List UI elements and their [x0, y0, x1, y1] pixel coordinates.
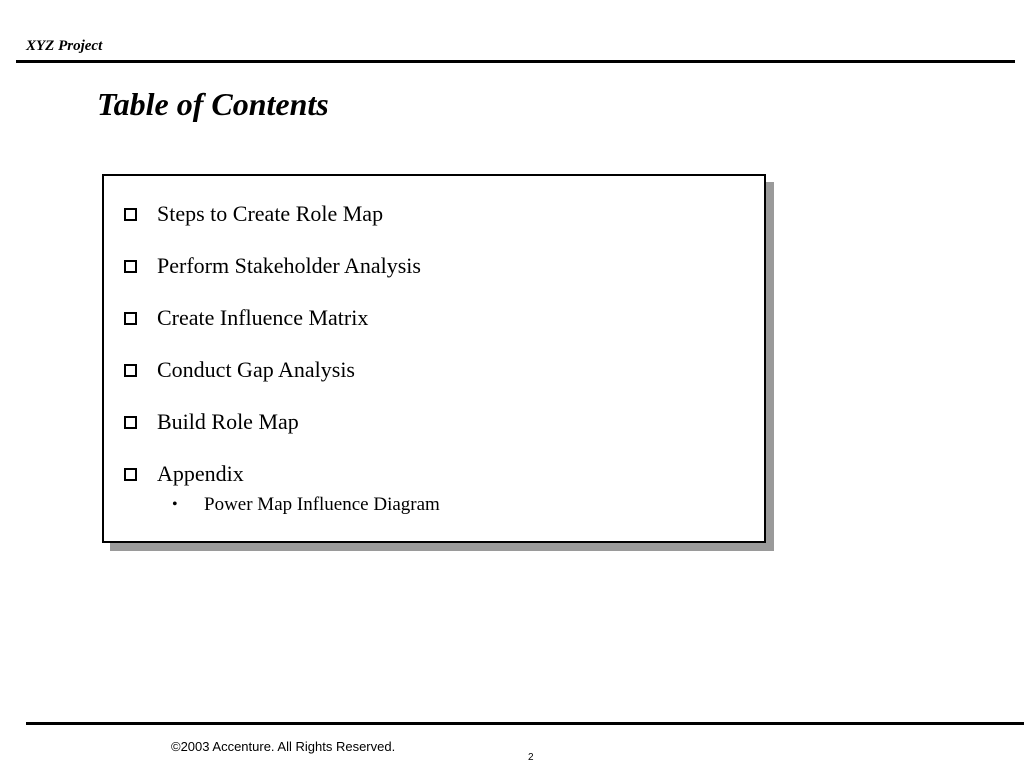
- project-label: XYZ Project: [26, 38, 103, 54]
- checkbox-square-icon: [124, 364, 137, 377]
- toc-item-label: Build Role Map: [157, 409, 299, 434]
- checkbox-square-icon: [124, 260, 137, 273]
- toc-item-label: Create Influence Matrix: [157, 305, 369, 330]
- toc-item-label: Appendix: [157, 461, 244, 486]
- toc-item-influence-matrix[interactable]: [124, 292, 421, 344]
- toc-subitem-power-map[interactable]: [172, 492, 440, 518]
- header-divider: [16, 60, 1015, 63]
- bullet-icon: •: [172, 496, 178, 513]
- toc-sublist: [172, 492, 440, 518]
- toc-subitem-label: Power Map Influence Diagram: [204, 494, 440, 515]
- footer-divider: [26, 722, 1024, 725]
- toc-box: [102, 174, 766, 543]
- checkbox-square-icon: [124, 468, 137, 481]
- toc-item-label: Conduct Gap Analysis: [157, 357, 355, 382]
- page-number: 2: [528, 752, 534, 763]
- toc-item-label: Steps to Create Role Map: [157, 201, 384, 226]
- checkbox-square-icon: [124, 208, 137, 221]
- checkbox-square-icon: [124, 416, 137, 429]
- toc-item-label: Perform Stakeholder Analysis: [157, 253, 421, 278]
- toc-list: [124, 188, 421, 500]
- page-title: Table of Contents: [97, 86, 329, 122]
- toc-item-stakeholder-analysis[interactable]: [124, 240, 421, 292]
- toc-item-steps[interactable]: [124, 188, 421, 240]
- toc-item-build-role-map[interactable]: [124, 396, 421, 448]
- checkbox-square-icon: [124, 312, 137, 325]
- toc-item-gap-analysis[interactable]: [124, 344, 421, 396]
- copyright-text: ©2003 Accenture. All Rights Reserved.: [171, 739, 396, 754]
